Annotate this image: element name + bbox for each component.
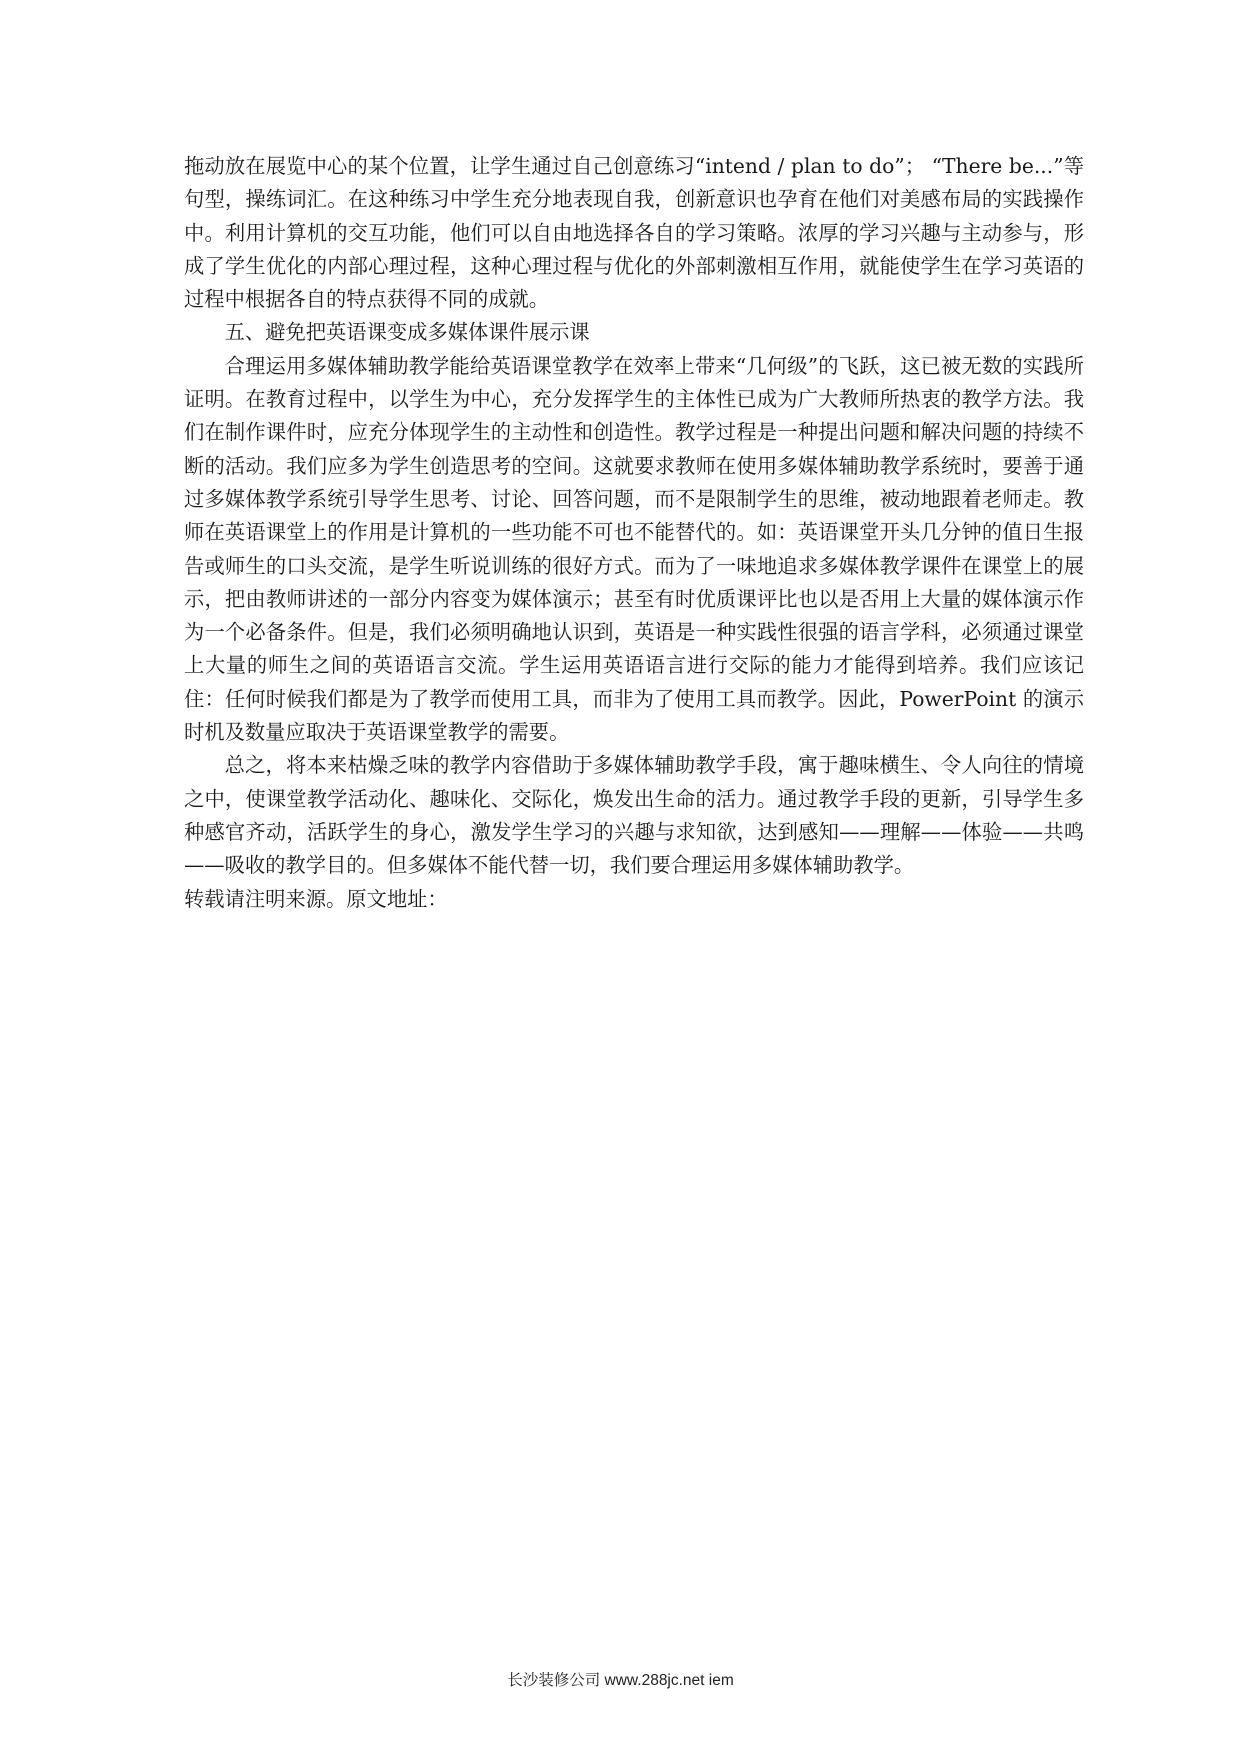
paragraph-conclusion: 总之，将本来枯燥乏味的教学内容借助于多媒体辅助教学手段，寓于趣味横生、令人向往的情境之中，使课堂教学活动化、趣味化、交际化，焕发出生命的活力。通过教学手段的更新，引导学生多种感官齐动，活跃学生的身心，激发学生学习的兴趣与求知欲，达到感知——理解——体验——共鸣——吸收的教学目的。但多媒体不能代替一切，我们要合理运用多媒体辅助教学。 — [184, 753, 1084, 878]
page-footer: 长沙装修公司 www.288jc.net iem — [507, 1672, 734, 1689]
paragraph-section-5-body: 合理运用多媒体辅助教学能给英语课堂教学在效率上带来“几何级”的飞跃，这已被无数的实践所证明。在教育过程中，以学生为中心，充分发挥学生的主体性已成为广大教师所热衷的教学方法。我们在制作课件时，应充分体现学生的主动性和创造性。教学过程是一种提出问题和解决问题的持续不断的活动。我们应多为学生创造思考的空间。这就要求教师在使用多媒体辅助教学系统时，要善于通过多媒体教学系统引导学生思考、讨论、回答问题，而不是限制学生的思维，被动地跟着老师走。教师在英语课堂上的作用是计算机的一些功能不可也不能替代的。如：英语课堂开头几分钟的值日生报告或师生的口头交流，是学生听说训练的很好方式。而为了一味地追求多媒体教学课件在课堂上的展示，把由教师讲述的一部分内容变为媒体演示；甚至有时优质课评比也以是否用上大量的媒体演示作为一个必备条件。但是，我们必须明确地认识到，英语是一种实践性很强的语言学科，必须通过课堂上大量的师生之间的英语语言交流。学生运用英语语言进行交际的能力才能得到培养。我们应该记住：任何时候我们都是为了教学而使用工具，而非为了使用工具而教学。因此，PowerPoint 的演示时机及数量应取决于英语课堂教学的需要。 — [184, 353, 1084, 745]
paragraph-source-note: 转载请注明来源。原文地址： — [184, 886, 448, 911]
section-heading-5: 五、避免把英语课变成多媒体课件展示课 — [224, 320, 590, 345]
document-body — [184, 150, 1084, 916]
paragraph-intro-continuation: 拖动放在展览中心的某个位置，让学生通过自己创意练习“intend / plan to do”； “There be...”等句型，操练词汇。在这种练习中学生充分地表现自我，创新意识也孕育在他们对美感布局的实践操作中。利用计算机的交互功能，他们可以自由地选择各自的学习策略。浓厚的学习兴趣与主动参与，形成了学生优化的内部心理过程，这种心理过程与优化的外部刺激相互作用，就能使学生在学习英语的过程中根据各自的特点获得不同的成就。 — [184, 154, 1084, 312]
